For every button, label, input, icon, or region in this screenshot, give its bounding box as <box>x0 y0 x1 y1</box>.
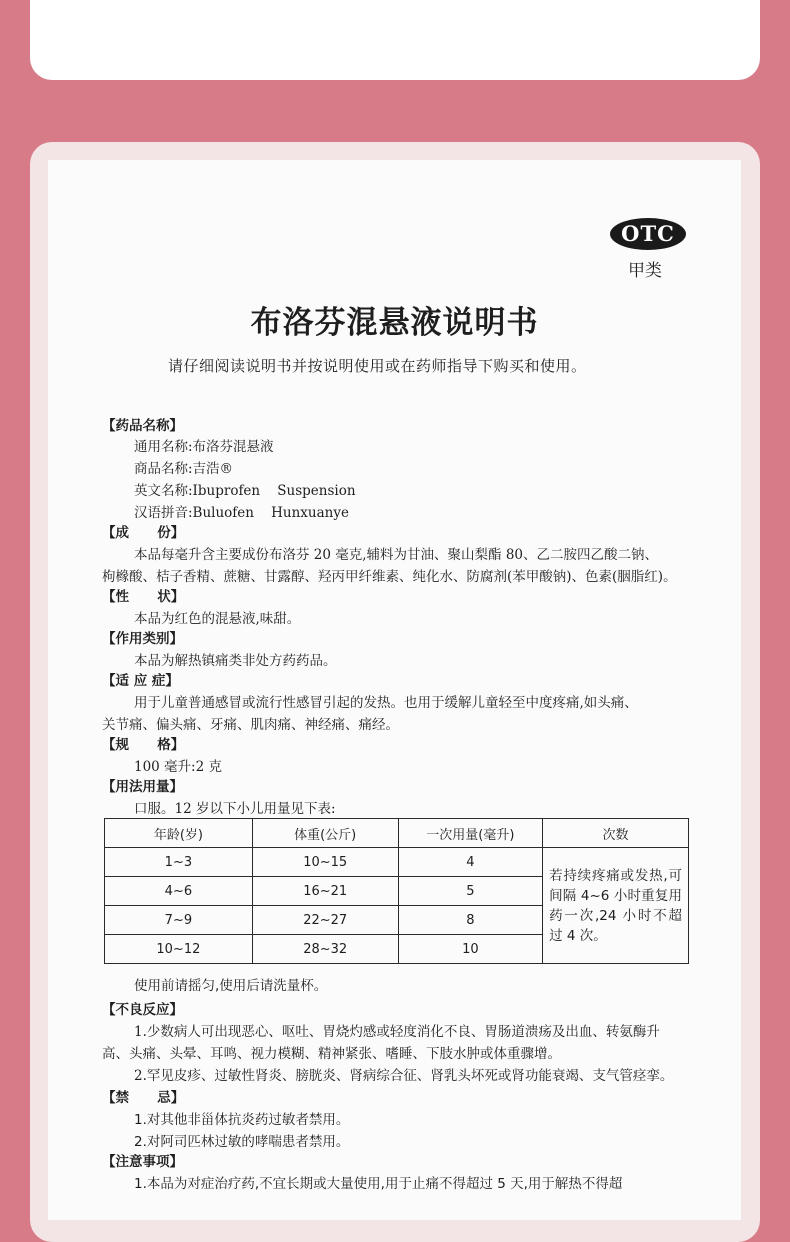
table-cell: 10~15 <box>252 848 398 877</box>
properties-line-1: 本品为红色的混悬液,味甜。 <box>134 611 301 627</box>
adverse-line-3: 2.罕见皮疹、过敏性肾炎、膀胱炎、肾病综合征、肾乳头坏死或肾功能衰竭、支气管痉挛。 <box>134 1068 674 1084</box>
table-header-dose: 一次用量(毫升) <box>398 819 543 848</box>
section-heading-indications: 【适 应 症】 <box>102 673 179 689</box>
table-header-weight: 体重(公斤) <box>252 819 398 848</box>
section-heading-notes: 【注意事项】 <box>102 1154 183 1170</box>
section-heading-category: 【作用类别】 <box>102 631 183 647</box>
dosage-table <box>104 818 689 964</box>
contra-line-2: 2.对阿司匹林过敏的哮喘患者禁用。 <box>134 1134 350 1150</box>
table-cell: 8 <box>398 906 543 935</box>
table-cell: 22~27 <box>252 906 398 935</box>
page-subtitle: 请仔细阅读说明书并按说明使用或在药师指导下购买和使用。 <box>168 357 587 375</box>
pinyin-name: 汉语拼音:Buluofen Hunxuanye <box>134 505 349 521</box>
ingredients-line-2: 枸橼酸、桔子香精、蔗糖、甘露醇、羟丙甲纤维素、纯化水、防腐剂(苯甲酸钠)、色素(胭脂红)。 <box>102 569 677 585</box>
table-header-age: 年龄(岁) <box>105 819 253 848</box>
indications-line-2: 关节痛、偏头痛、牙痛、肌肉痛、神经痛、痛经。 <box>102 717 399 733</box>
table-header-frequency: 次数 <box>543 819 689 848</box>
section-heading-usage: 【用法用量】 <box>102 779 183 795</box>
adverse-line-2: 高、头痛、头晕、耳鸣、视力模糊、精神紧张、嗜睡、下肢水肿或体重骤增。 <box>102 1046 561 1062</box>
section-heading-name: 【药品名称】 <box>102 418 183 434</box>
usage-after-note: 使用前请摇匀,使用后请洗量杯。 <box>134 978 328 994</box>
table-cell: 1~3 <box>105 848 253 877</box>
top-card <box>30 0 760 80</box>
spec-line-1: 100 毫升:2 克 <box>134 759 222 775</box>
table-cell: 16~21 <box>252 877 398 906</box>
section-heading-contra: 【禁 忌】 <box>102 1090 185 1106</box>
page-title: 布洛芬混悬液说明书 <box>250 305 539 341</box>
leaflet-paper <box>48 160 741 1220</box>
table-cell: 10 <box>398 935 543 964</box>
table-cell: 4~6 <box>105 877 253 906</box>
english-name: 英文名称:Ibuprofen Suspension <box>134 483 356 499</box>
section-heading-ingredients: 【成 份】 <box>102 525 185 541</box>
section-heading-properties: 【性 状】 <box>102 589 185 605</box>
section-heading-adverse: 【不良反应】 <box>102 1002 183 1018</box>
adverse-line-1: 1.少数病人可出现恶心、呕吐、胃烧灼感或轻度消化不良、胃肠道溃疡及出血、转氨酶升 <box>134 1024 660 1040</box>
usage-line-1: 口服。12 岁以下小儿用量见下表: <box>134 801 336 817</box>
table-header-row <box>105 819 689 848</box>
table-cell: 7~9 <box>105 906 253 935</box>
ingredients-line-1: 本品每毫升含主要成份布洛芬 20 毫克,辅料为甘油、聚山梨酯 80、乙二胺四乙酸二钠、 <box>134 547 659 563</box>
trade-name: 商品名称:吉浩® <box>134 461 234 477</box>
table-cell: 10~12 <box>105 935 253 964</box>
table-row <box>105 848 689 877</box>
section-heading-spec: 【规 格】 <box>102 737 185 753</box>
contra-line-1: 1.对其他非甾体抗炎药过敏者禁用。 <box>134 1112 350 1128</box>
table-cell: 4 <box>398 848 543 877</box>
category-line-1: 本品为解热镇痛类非处方药药品。 <box>134 653 337 669</box>
table-cell: 5 <box>398 877 543 906</box>
frequency-cell: 若持续疼痛或发热,可间隔 4~6 小时重复用药一次,24 小时不超过 4 次。 <box>543 848 689 964</box>
otc-badge: OTC <box>610 218 686 250</box>
indications-line-1: 用于儿童普通感冒或流行性感冒引起的发热。也用于缓解儿童轻至中度疼痛,如头痛、 <box>134 695 638 711</box>
notes-line-1: 1.本品为对症治疗药,不宜长期或大量使用,用于止痛不得超过 5 天,用于解热不得超 <box>134 1176 623 1192</box>
otc-category: 甲类 <box>628 261 662 281</box>
table-cell: 28~32 <box>252 935 398 964</box>
generic-name: 通用名称:布洛芬混悬液 <box>134 439 274 455</box>
